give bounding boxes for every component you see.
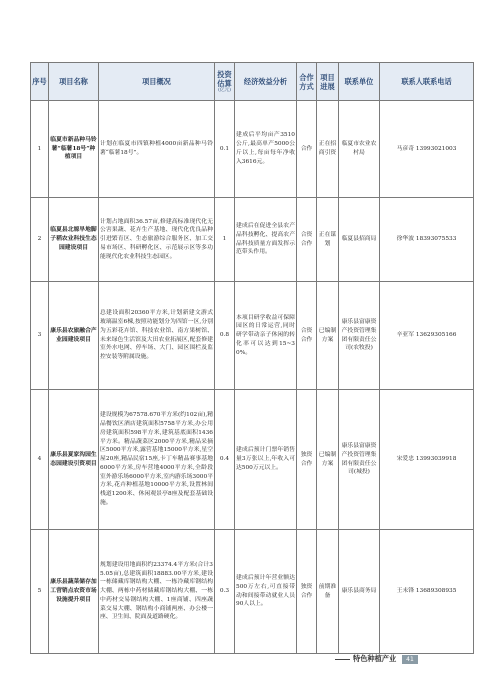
- table-row: [31, 390, 474, 530]
- row-coop: 合资合作: [297, 198, 317, 282]
- table-header-row: [31, 63, 474, 101]
- page-number: 41: [402, 655, 418, 664]
- row-benefit: 建成后平均亩产3510公斤,最高单产5000公斤以上,每亩每年净收入3616元。: [235, 101, 297, 198]
- row-contact-person: 王未锋 13689308935: [380, 530, 474, 654]
- row-coop: 合资合作: [297, 282, 317, 390]
- table-row: [31, 282, 474, 390]
- row-contact-unit: 康乐县商务局: [339, 530, 380, 654]
- row-overview: 计划占地面积36.57亩,修建高标准现代化无公害果蔬、花卉生产基地、现代化优良品种引进繁育区、生态旅游综合服务区、加工交易市场区、科研孵化区、示范展示区等多功能现代化农业科技生态园区。: [99, 198, 215, 282]
- row-no: 3: [31, 282, 49, 390]
- row-progress: 已编制方案: [317, 390, 339, 530]
- row-progress: 前期准备: [317, 530, 339, 654]
- header-no: 序号: [31, 63, 49, 101]
- row-no: 5: [31, 530, 49, 654]
- row-invest: 0.8: [215, 282, 235, 390]
- row-no: 2: [31, 198, 49, 282]
- row-name: 康乐县蔬菜储存加工营销点农资市场设施提升项目: [49, 530, 99, 654]
- row-benefit: 建成后预计门票年销售量3万张以上,年收入可达500万元以上。: [235, 390, 297, 530]
- header-invest-label: 投资估算: [217, 69, 232, 88]
- row-benefit: 建成后预计年营业额达500万左右,可直接带动和间接带动就业人员90人以上。: [235, 530, 297, 654]
- row-overview: 总建设面积20360平方米,计划新建文游式玻璃温室6棟,按照功能划分为四馆一区,分别为五彩花卉馆、科技农业馆、南方果树馆、未来绿色生活馆及大田农业拓展区,配套修建室外水电网、停车场、大门、园区围栏及监控安装等附属设施。: [99, 282, 215, 390]
- header-coop: 合作方式: [297, 63, 317, 101]
- row-contact-person: 徐华波 18393075533: [380, 198, 474, 282]
- row-name: 临夏市新品种马铃薯“临薯18号”种植项目: [49, 101, 99, 198]
- row-overview: 计划在临夏市四镇种植4000亩新品种马铃薯“临薯18号”。: [99, 101, 215, 198]
- row-benefit: 本项目研学收益可保障园区的日常运营,同时研学带动亲子休闲的转化率可以达到15~30%。: [235, 282, 297, 390]
- header-contact-person: 联系人联系电话: [380, 63, 474, 101]
- row-progress: 正在招商引资: [317, 101, 339, 198]
- page-footer: [335, 653, 418, 665]
- row-invest: 0.1: [215, 101, 235, 198]
- table-row: [31, 101, 474, 198]
- table-row: [31, 530, 474, 654]
- header-name: 项目名称: [49, 63, 99, 101]
- row-contact-person: 马彦奇 13993021003: [380, 101, 474, 198]
- row-name: 康乐县夏家沟园生态园建设引资项目: [49, 390, 99, 530]
- row-contact-unit: 临夏县招商局: [339, 198, 380, 282]
- header-invest: [215, 63, 235, 101]
- header-benefit: 经济效益分析: [235, 63, 297, 101]
- header-contact-unit: 联系单位: [339, 63, 380, 101]
- row-coop: 合作: [297, 101, 317, 198]
- row-contact-person: 宋爱忠 13993039918: [380, 390, 474, 530]
- row-coop: 独资合作: [297, 530, 317, 654]
- header-invest-unit: (亿元): [218, 87, 231, 93]
- row-progress: 正在谋划: [317, 198, 339, 282]
- row-no: 4: [31, 390, 49, 530]
- row-invest: 0.3: [215, 530, 235, 654]
- header-overview: 项目概况: [99, 63, 215, 101]
- row-invest: 0.4: [215, 390, 235, 530]
- row-contact-unit: 康乐县富康资产投资管理集团有限责任公司(农牧投): [339, 282, 380, 390]
- row-no: 1: [31, 101, 49, 198]
- row-contact-unit: 康乐县富康资产投资管理集团有限责任公司(城投): [339, 390, 380, 530]
- header-progress: 项目进展: [317, 63, 339, 101]
- row-overview: 规划建设用地面积约23374.4平方米(合计35.05亩),总建筑面积18883.00平方米,建设一栋储藏库钢结构大棚、一栋冷藏库钢结构大棚、两栋中药材储藏库钢结构大棚、一栋中药材交易钢结构大棚、1座商铺、四座蔬菜交易大棚、钢结构小商铺两座、办公楼一座、卫生间、院面及道路硬化。: [99, 530, 215, 654]
- table-row: [31, 198, 474, 282]
- project-table: [30, 62, 474, 654]
- footer-rule: [335, 659, 350, 660]
- row-invest: 1: [215, 198, 235, 282]
- row-contact-person: 辛亚军 13629305166: [380, 282, 474, 390]
- row-overview: 建设规模为67578.670平方米(约102亩),精品餐饮区酒店建筑面积5758平方米,办公用房建筑面积598平方米,建筑基底面积1436平方米。精品蔬菜区2000平方米,精品采摘区5000平方米,露营基地15000平方米,星空屋20座,精品民宿15座,卡丁车精品赛事基地6000平方米,房车营地4000平方米,全龄段室外游乐场6000平方米,室内游乐场3000平方米,花卉种植基地10000平方米,设置林间栈道1200米、休闲观景亭8座及配套基础设施。: [99, 390, 215, 530]
- footer-section-title: 特色种植产业: [353, 654, 397, 663]
- row-contact-unit: 临夏市农业农村局: [339, 101, 380, 198]
- row-coop: 独资合作: [297, 390, 317, 530]
- row-name: 康乐县农旅融合产业园建设项目: [49, 282, 99, 390]
- row-benefit: 建成后在促进全县农产品科技孵化、提高农产品科技质量方面发挥示范带头作用。: [235, 198, 297, 282]
- row-progress: 已编制方案: [317, 282, 339, 390]
- row-name: 临夏县北塬旱地脚子稻农业科技生态园建设项目: [49, 198, 99, 282]
